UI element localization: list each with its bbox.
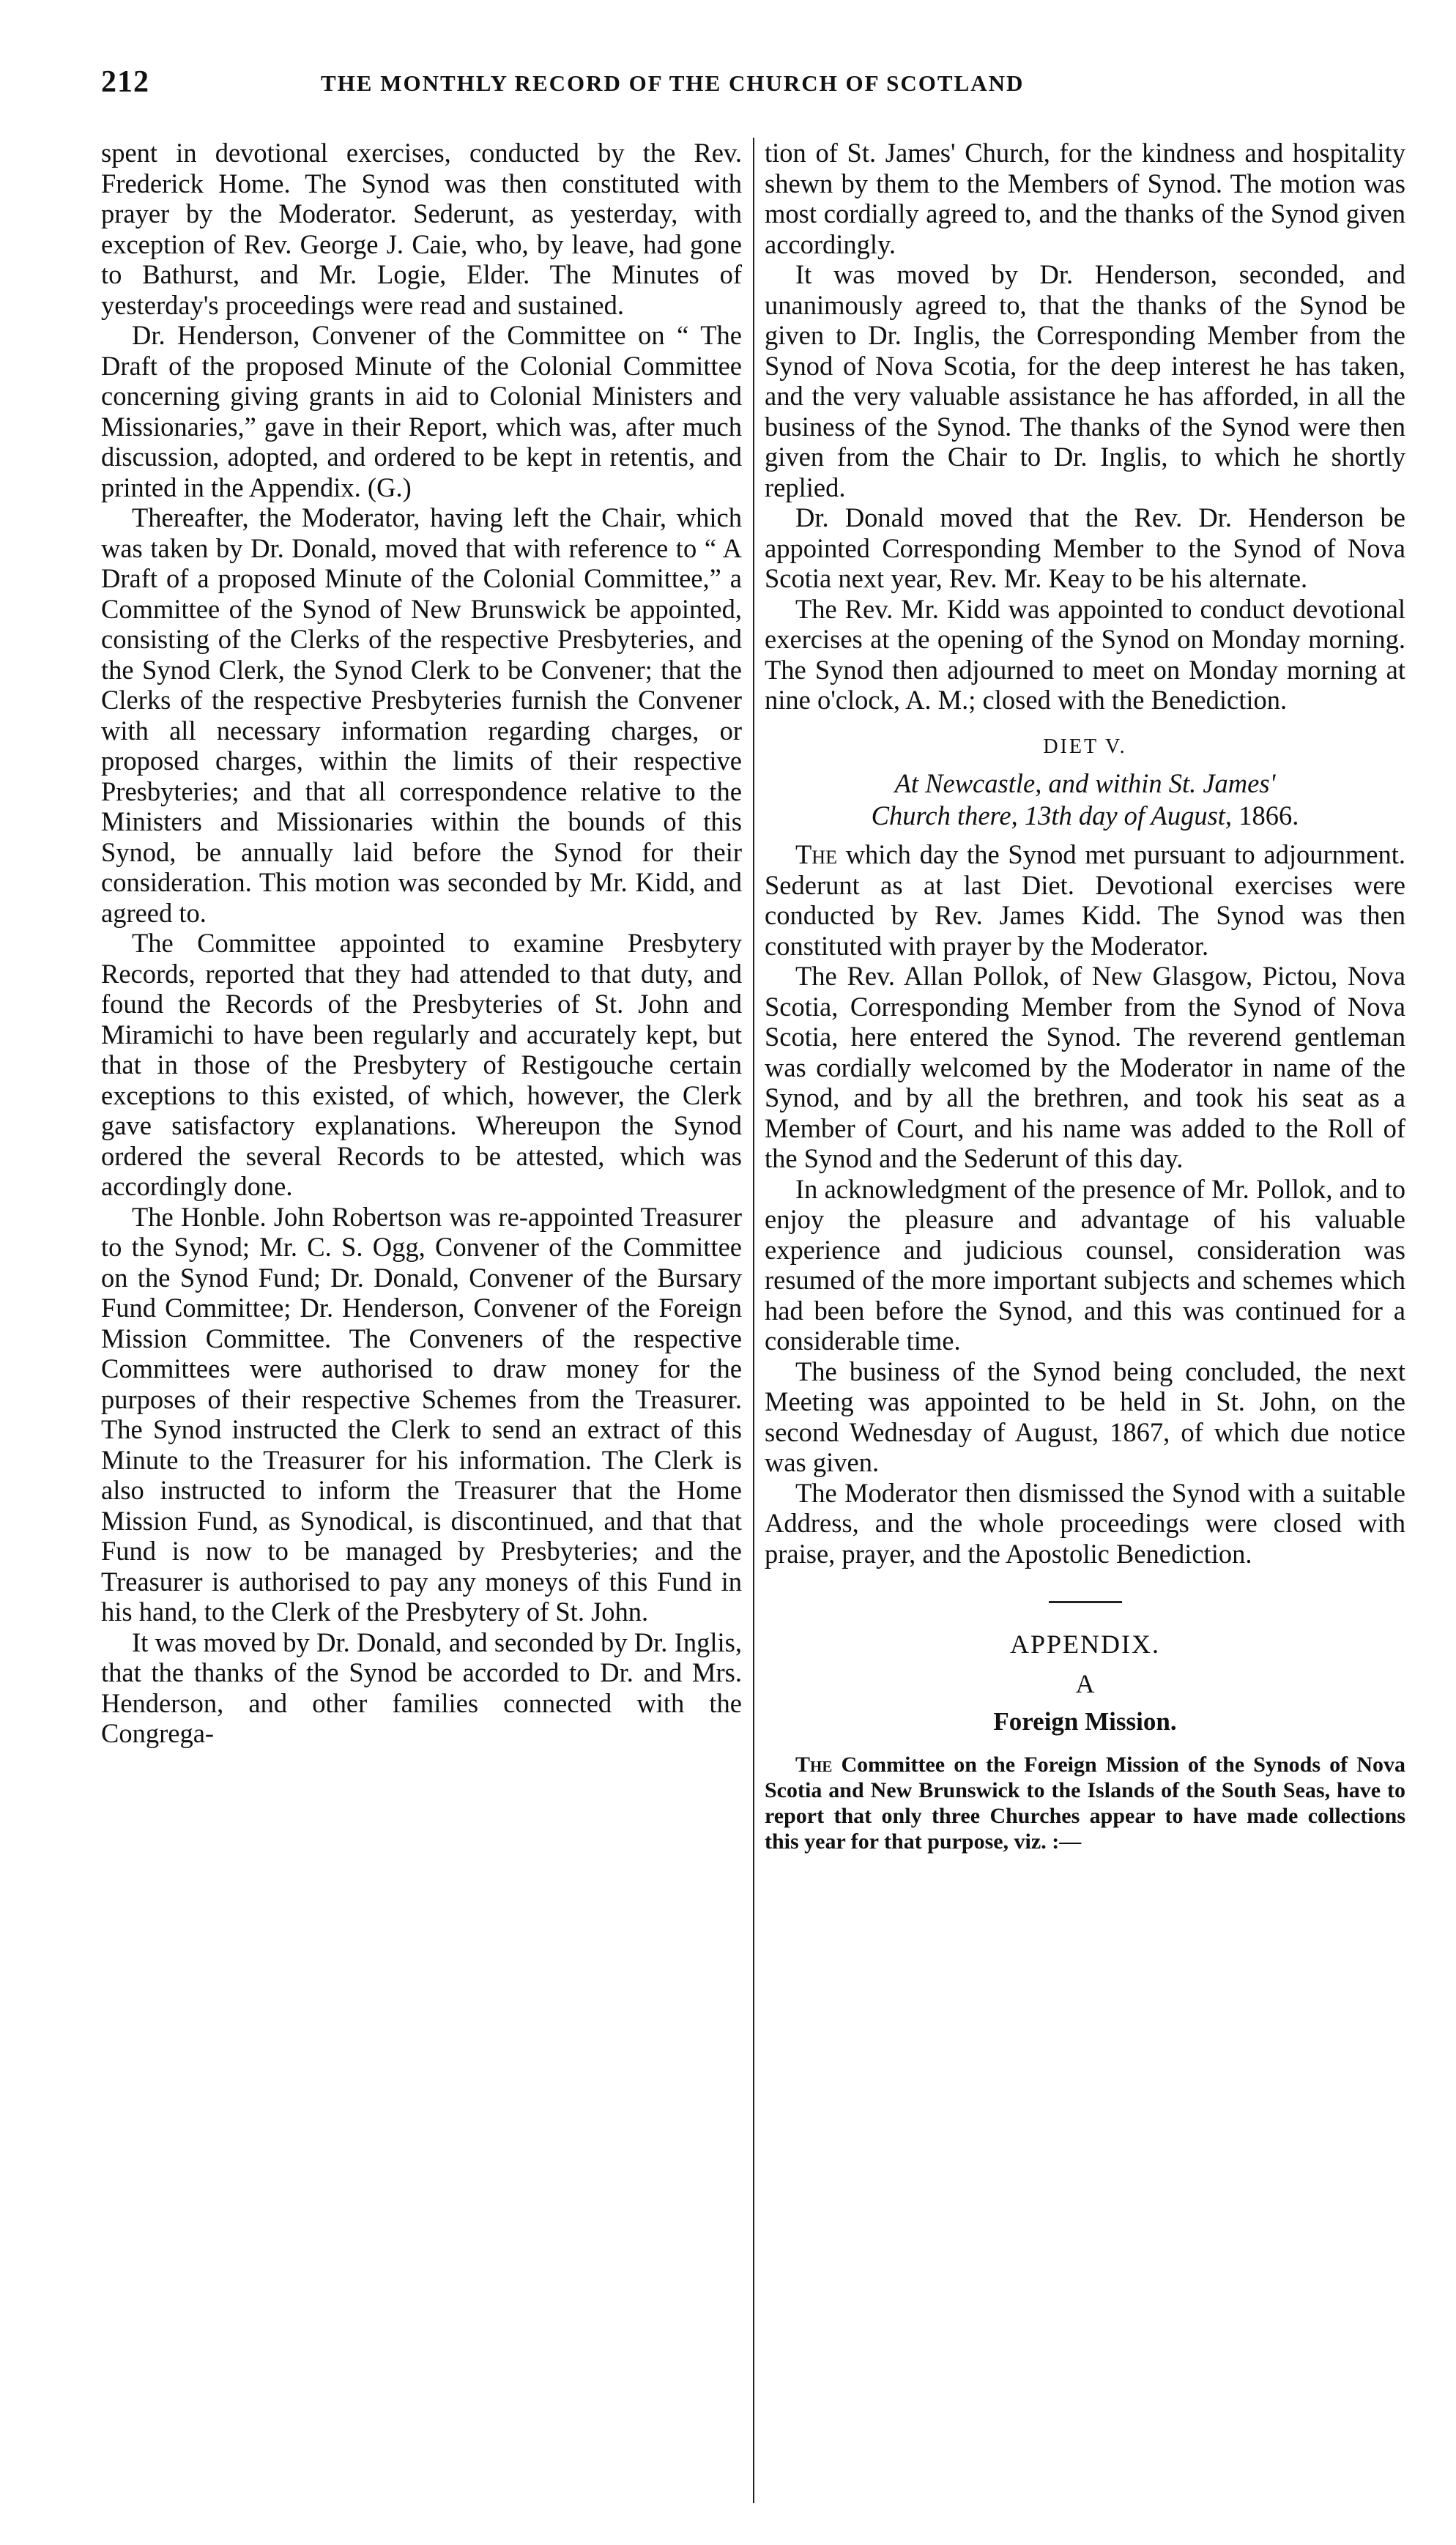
page-number: 212: [101, 65, 149, 99]
section-rule: [1049, 1601, 1122, 1603]
paragraph: Dr. Donald moved that the Rev. Dr. Henderson be appointed Corresponding Member to the Synod of Nova Scotia next year, Rev. Mr. Keay to be his alternate.: [765, 502, 1405, 593]
journal-title: THE MONTHLY RECORD OF THE CHURCH OF SCOTLAND: [321, 70, 1025, 96]
lead-word: The: [795, 1752, 833, 1777]
diet-place-line1: At Newcastle, and within St. James': [894, 768, 1276, 798]
appendix-subhead: Foreign Mission.: [993, 1707, 1177, 1736]
right-column: [765, 138, 1405, 1854]
appendix-paragraph: [765, 1752, 1405, 1854]
paragraph: [765, 839, 1405, 961]
paragraph: Thereafter, the Moderator, having left the Chair, which was taken by Dr. Donald, moved that with reference to “ A Draft of a proposed Minute of the Colonial Committee,” a Committee of the Synod of New Brunswick be appointed, consisting of the Clerks of the respective Presbyteries, and the Synod Clerk, the Synod Clerk to be Convener; that the Clerks of the respective Presbyteries furnish the Convener with all necessary information regarding charges, or proposed charges, within the limits of their respective Presbyteries; and that all correspondence relative to the Ministers and Missionaries within the bounds of this Synod, be annually laid before the Synod for their consideration. This motion was seconded by Mr. Kidd, and agreed to.: [101, 502, 742, 928]
paragraph: The Committee appointed to examine Presbytery Records, reported that they had attended to that duty, and found the Records of the Presbyteries of St. John and Miramichi to have been regularly and accurately kept, but that in those of the Presbytery of Restigouche certain exceptions to this existed, of which, however, the Clerk gave satisfactory explanations. Whereupon the Synod ordered the several Records to be attested, which was accordingly done.: [101, 928, 742, 1201]
paragraph: spent in devotional exercises, conducted by the Rev. Frederick Home. The Synod was then constituted with prayer by the Moderator. Sederunt, as yesterday, with exception of Rev. George J. Caie, who, by leave, had gone to Bathurst, and Mr. Logie, Elder. The Minutes of yesterday's proceedings were read and sustained.: [101, 138, 742, 320]
paragraph: The Honble. John Robertson was re-appointed Treasurer to the Synod; Mr. C. S. Ogg, Convener of the Committee on the Synod Fund; Dr. Donald, Convener of the Bursary Fund Committee; Dr. Henderson, Convener of the Foreign Mission Committee. The Conveners of the respective Committees were authorised to draw money for the purposes of their respective Schemes from the Treasurer. The Synod instructed the Clerk to send an extract of this Minute to the Treasurer for his information. The Clerk is also instructed to inform the Treasurer that the Home Mission Fund, as Synodical, is discontinued, and that that Fund is now to be managed by Presbyteries; and the Treasurer is authorised to pay any moneys of this Fund in his hand, to the Clerk of the Presbytery of St. John.: [101, 1201, 742, 1627]
paragraph-text: Committee on the Foreign Mission of the Synods of Nova Scotia and New Brunswick to the Islands of the South Seas, have to report that only three Churches appear to have made collections this year for that purpose, viz. :—: [765, 1752, 1405, 1854]
column-divider: [753, 138, 754, 2503]
diet-year: 1866.: [1238, 800, 1299, 831]
paragraph: The Rev. Mr. Kidd was appointed to conduct devotional exercises at the opening of the Synod on Monday morning. The Synod then adjourned to meet on Monday morning at nine o'clock, A. M.; closed with the Benediction.: [765, 593, 1405, 715]
paragraph: The Moderator then dismissed the Synod with a suitable Address, and the whole proceedings were closed with praise, prayer, and the Apostolic Benediction.: [765, 1477, 1405, 1569]
diet-heading: DIET V.: [1043, 735, 1127, 758]
paragraph: tion of St. James' Church, for the kindness and hospitality shewn by them to the Members of Synod. The motion was most cordially agreed to, and the thanks of the Synod given accordingly.: [765, 138, 1405, 259]
left-column: [101, 138, 742, 1749]
paragraph: It was moved by Dr. Henderson, seconded, and unanimously agreed to, that the thanks of the Synod be given to Dr. Inglis, the Corresponding Member from the Synod of Nova Scotia, for the deep interest he has taken, and the very valuable assistance he has afforded, in all the business of the Synod. The thanks of the Synod were then given from the Chair to Dr. Inglis, to which he shortly replied.: [765, 259, 1405, 502]
paragraph: The Rev. Allan Pollok, of New Glasgow, Pictou, Nova Scotia, Corresponding Member from the Synod of Nova Scotia, here entered the Synod. The reverend gentleman was cordially welcomed by the Moderator in name of the Synod, and by all the brethren, and took his seat as a Member of Court, and his name was added to the Roll of the Synod and the Sederunt of this day.: [765, 961, 1405, 1173]
appendix-letter: A: [1075, 1668, 1095, 1698]
lead-word: The: [795, 839, 837, 869]
paragraph-text: which day the Synod met pursuant to adjournment. Sederunt as at last Diet. Devotional exercises were conducted by Rev. James Kidd. The Synod was then constituted with prayer by the Moderator.: [765, 839, 1406, 961]
paragraph: The business of the Synod being concluded, the next Meeting was appointed to be held in St. John, on the second Wednesday of August, 1867, of which due notice was given.: [765, 1356, 1405, 1477]
appendix-heading: APPENDIX.: [1009, 1630, 1160, 1659]
running-head: [101, 64, 1397, 108]
paragraph: Dr. Henderson, Convener of the Committee on “ The Draft of the proposed Minute of the Colonial Committee concerning giving grants in aid to Colonial Ministers and Missionaries,” gave in their Report, which was, after much discussion, adopted, and ordered to be kept in retentis, and printed in the Appendix. (G.): [101, 320, 742, 502]
diet-place: [765, 768, 1405, 832]
paragraph: It was moved by Dr. Donald, and seconded by Dr. Inglis, that the thanks of the Synod be accorded to Dr. and Mrs. Henderson, and other families connected with the Congrega-: [101, 1627, 742, 1748]
paragraph: In acknowledgment of the presence of Mr. Pollok, and to enjoy the pleasure and advantage of his valuable experience and judicious counsel, consideration was resumed of the more important subjects and schemes which had been before the Synod, and this was continued for a considerable time.: [765, 1173, 1405, 1356]
diet-place-line2: Church there, 13th day of August,: [871, 800, 1233, 831]
